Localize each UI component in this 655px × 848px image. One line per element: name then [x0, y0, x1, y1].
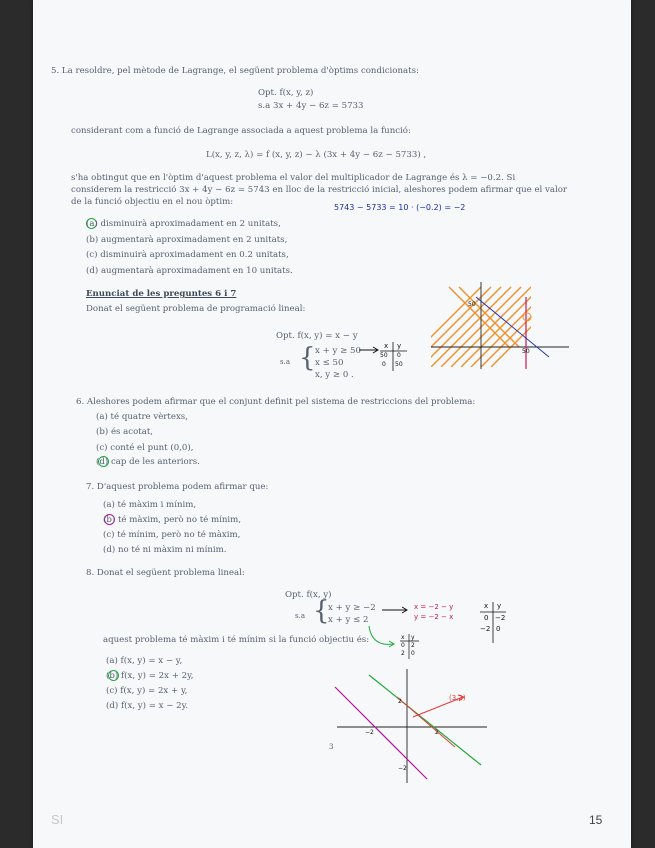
graph2-label-m2y: −2	[398, 765, 407, 772]
tA-r2x: −2	[480, 625, 491, 633]
tA-grid	[479, 601, 509, 645]
tA-hy: y	[497, 602, 502, 610]
tA-hx: x	[484, 602, 489, 610]
p6-option-d: (d) cap de les anteriors.	[96, 457, 200, 467]
tB-r1y: 2	[411, 642, 415, 649]
p8-brace: {	[313, 596, 330, 626]
exam-page	[33, 0, 631, 848]
p5-option-d: (d) augmentarà aproximadament en 10 unitats.	[86, 266, 293, 276]
section-intro: Donat el següent problema de programació lineal:	[86, 304, 306, 314]
tB-grid	[399, 633, 421, 661]
p5-option-b: (b) augmentarà aproximadament en 2 unitats,	[86, 235, 288, 245]
graph1-label-50x: 50	[522, 348, 530, 355]
p7-option-d: (d) no té ni màxim ni mínim.	[103, 545, 227, 555]
p8-stem: 8. Donat el següent problema lineal:	[86, 568, 245, 578]
arrow-icon-p8	[381, 606, 409, 614]
page-number: 15	[589, 813, 603, 827]
p8-option-d: (d) f(x, y) = x − 2y.	[106, 701, 189, 711]
p6-stem: 6. Aleshores podem afirmar que el conjunt definit pel sistema de restriccions del problema:	[76, 397, 476, 407]
p8-opt: Opt. f(x, y)	[285, 590, 332, 600]
p8-sa: s.a	[295, 612, 305, 620]
tB-r1x: 0	[401, 642, 405, 649]
p6-option-b: (b) és acotat,	[96, 427, 154, 437]
p5-option-a: (a) disminuirà aproximadament en 2 unitats,	[86, 219, 281, 229]
graph1-label-50: 50	[468, 301, 476, 308]
feasible-region-graph	[421, 277, 571, 372]
t67-r1x: 50	[380, 352, 388, 359]
p7-stem: 7. D'aquest problema podem afirmar que:	[86, 482, 269, 492]
strip-region-graph	[325, 667, 490, 785]
p8-tail: aquest problema té màxim i té mínim si la funció objectiu és:	[103, 635, 370, 645]
section-title: Enunciat de les preguntes 6 i 7	[86, 289, 237, 299]
tB-hx: x	[401, 634, 405, 641]
lp67-opt: Opt. f(x, y) = x − y	[276, 331, 358, 341]
graph2-point-label: (3,2)	[449, 694, 466, 702]
p8-note-2: y = −2 − x	[414, 613, 454, 621]
p7-option-c: (c) té mínim, però no té màxim,	[103, 530, 241, 540]
tA-r2y: 0	[496, 625, 501, 633]
t67-r2y: 50	[395, 361, 403, 368]
p8-c1: x + y ≥ −2	[328, 603, 376, 613]
p5-handwritten-note: 5743 − 5733 = 10 · (−0.2) = −2	[334, 203, 466, 212]
p8-option-b: (b) f(x, y) = 2x + 2y,	[106, 671, 194, 681]
p5-body-2: considerem la restricció 3x + 4y − 6z = 5743 en lloc de la restricció inicial, aleshores podem afirmar que el valor	[71, 185, 568, 195]
lp67-c1: x + y ≥ 50	[315, 346, 361, 356]
p6-option-c: (c) conté el punt (0,0),	[96, 443, 194, 453]
arrow-icon	[358, 346, 380, 354]
p5-lagrange-eq: L(x, y, z, λ) = f (x, y, z) − λ (3x + 4y − 6z − 5733) ,	[206, 150, 427, 160]
t67-r1y: 0	[397, 352, 401, 359]
t67-grid	[379, 341, 409, 373]
tB-r2x: 2	[401, 650, 405, 657]
p5-option-c: (c) disminuirà aproximadament en 0.2 unitats,	[86, 250, 289, 260]
graph2-label-m2: −2	[365, 729, 374, 736]
graph2-label-2x: 2	[435, 729, 439, 736]
tB-r2y: 0	[411, 650, 415, 657]
p8-option-a: (a) f(x, y) = x − y,	[106, 656, 183, 666]
lp67-brace: {	[299, 343, 316, 373]
tA-r1x: 0	[484, 614, 489, 622]
p5-constraint: s.a 3x + 4y − 6z = 5733	[258, 101, 364, 111]
curved-arrow-icon	[367, 624, 397, 650]
t67-hy: y	[397, 342, 402, 350]
corner-mark: SI	[51, 812, 64, 827]
small-number: 3	[329, 743, 334, 751]
p5-intro: 5. La resoldre, pel mètode de Lagrange, el següent problema d'òptims condicionats:	[51, 66, 419, 76]
p7-option-b: (b) té màxim, però no té mínim,	[103, 515, 242, 525]
graph2-label-2: 2	[398, 698, 402, 705]
p5-body-1: s'ha obtingut que en l'òptim d'aquest problema el valor del multiplicador de Lagrange és λ = −0.2. Si	[71, 173, 516, 183]
lp67-c2: x ≤ 50	[315, 358, 344, 368]
p5-body-3: de la funció objectiu en el nou òptim:	[71, 197, 234, 207]
p5-lagrange-intro: considerant com a funció de Lagrange associada a aquest problema la funció:	[71, 126, 411, 136]
lp67-sa: s.a	[280, 358, 290, 366]
tB-hy: y	[411, 634, 415, 641]
p6-option-a: (a) té quatre vèrtexs,	[96, 412, 188, 422]
t67-r2x: 0	[382, 361, 386, 368]
tA-r1y: −2	[495, 614, 506, 622]
lp67-c3: x, y ≥ 0 .	[315, 370, 354, 380]
p8-option-c: (c) f(x, y) = 2x + y,	[106, 686, 188, 696]
p8-c2: x + y ≤ 2	[328, 615, 369, 625]
p7-option-a: (a) té màxim i mínim,	[103, 500, 197, 510]
t67-hx: x	[384, 342, 389, 350]
p8-note-1: x = −2 − y	[414, 603, 454, 611]
p5-opt: Opt. f(x, y, z)	[258, 88, 314, 98]
